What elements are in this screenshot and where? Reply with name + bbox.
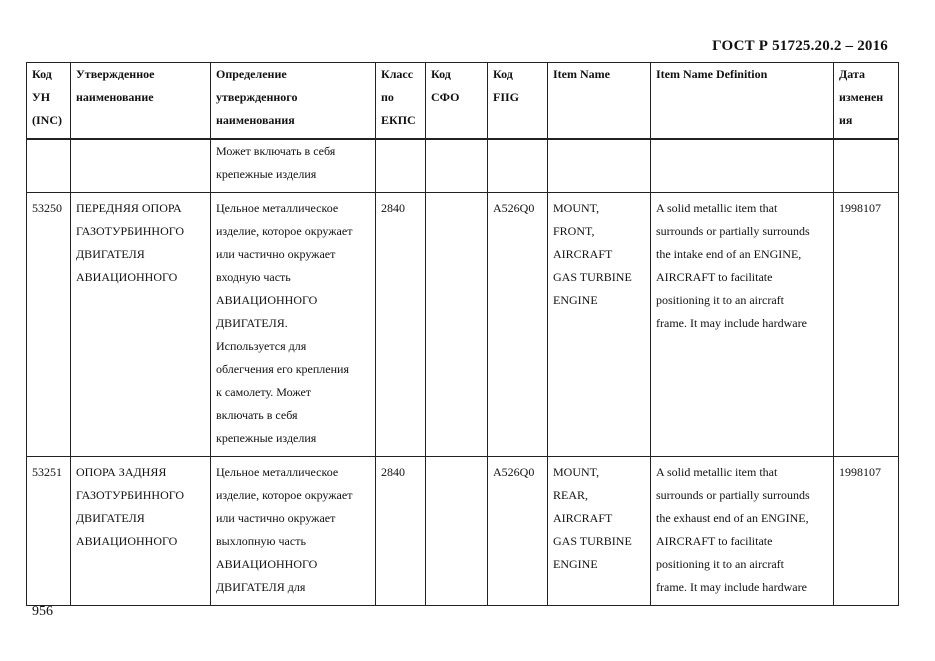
cell-item-name — [548, 193, 651, 457]
cell-line: 53250 — [32, 201, 62, 215]
column-header-line: FIIG — [493, 90, 520, 104]
cell-line: Цельное металлическое — [216, 201, 339, 215]
cell-line: A solid metallic item that — [656, 201, 778, 215]
cell-line: ПЕРЕДНЯЯ ОПОРА — [76, 201, 182, 215]
cell-line: frame. It may include hardware — [656, 580, 807, 594]
column-header-item-def — [651, 63, 834, 140]
cell-item-def — [651, 193, 834, 457]
cell-approved-name — [71, 139, 211, 193]
cell-inc — [27, 457, 71, 606]
cell-line: the intake end of an ENGINE, — [656, 247, 802, 261]
column-header-line: Код — [431, 67, 451, 81]
cell-item-def — [651, 139, 834, 193]
column-header-line: наименование — [76, 90, 154, 104]
cell-line: 1998107 — [839, 201, 881, 215]
cell-line: ENGINE — [553, 557, 598, 571]
cell-line: ОПОРА ЗАДНЯЯ — [76, 465, 167, 479]
cell-line: ДВИГАТЕЛЯ — [76, 247, 145, 261]
cell-line: positioning it to an aircraft — [656, 557, 784, 571]
column-header-line: ЕКПС — [381, 113, 416, 127]
cell-line: крепежные изделия — [216, 431, 317, 445]
cell-sfo — [426, 457, 488, 606]
cell-date — [834, 457, 899, 606]
cell-line: positioning it to an aircraft — [656, 293, 784, 307]
cell-line: REAR, — [553, 488, 589, 502]
cell-sfo — [426, 193, 488, 457]
cell-line: ГАЗОТУРБИННОГО — [76, 224, 185, 238]
cell-line: АВИАЦИОННОГО — [216, 293, 318, 307]
column-header-line: по — [381, 90, 394, 104]
cell-fiig — [488, 193, 548, 457]
cell-line: крепежные изделия — [216, 167, 317, 181]
cell-date — [834, 139, 899, 193]
cell-line: FRONT, — [553, 224, 595, 238]
cell-line: или частично окружает — [216, 511, 336, 525]
cell-definition-ru — [211, 193, 376, 457]
cell-line: A526Q0 — [493, 465, 535, 479]
cell-line: Используется для — [216, 339, 307, 353]
cell-line: АВИАЦИОННОГО — [76, 534, 178, 548]
cell-item-name — [548, 139, 651, 193]
cell-line: surrounds or partially surrounds — [656, 488, 810, 502]
column-header-line: Класс — [381, 67, 414, 81]
cell-approved-name — [71, 457, 211, 606]
cell-line: Цельное металлическое — [216, 465, 339, 479]
page-number: 956 — [32, 604, 53, 619]
cell-inc — [27, 139, 71, 193]
table-row — [27, 457, 899, 606]
cell-line: изделие, которое окружает — [216, 488, 353, 502]
column-header-fiig — [488, 63, 548, 140]
column-header-approved-name — [71, 63, 211, 140]
cell-line: облегчения его крепления — [216, 362, 349, 376]
cell-line: A solid metallic item that — [656, 465, 778, 479]
cell-line: входную часть — [216, 270, 291, 284]
column-header-definition-ru — [211, 63, 376, 140]
cell-line: ДВИГАТЕЛЯ. — [216, 316, 288, 330]
cell-approved-name — [71, 193, 211, 457]
cell-line: или частично окружает — [216, 247, 336, 261]
cell-line: 53251 — [32, 465, 62, 479]
column-header-item-name — [548, 63, 651, 140]
cell-line: ДВИГАТЕЛЯ — [76, 511, 145, 525]
column-header-ekps — [376, 63, 426, 140]
cell-line: AIRCRAFT — [553, 247, 613, 261]
column-header-sfo — [426, 63, 488, 140]
column-header-line: Item Name Definition — [656, 67, 768, 81]
column-header-line: Item Name — [553, 67, 610, 81]
cell-line: GAS TURBINE — [553, 270, 632, 284]
spec-table — [26, 62, 899, 606]
column-header-line: изменен — [839, 90, 884, 104]
cell-line: frame. It may include hardware — [656, 316, 807, 330]
cell-line: GAS TURBINE — [553, 534, 632, 548]
cell-line: ДВИГАТЕЛЯ для — [216, 580, 306, 594]
cell-line: Может включать в себя — [216, 144, 336, 158]
column-header-line: (INC) — [32, 113, 62, 127]
column-header-inc — [27, 63, 71, 140]
cell-line: к самолету. Может — [216, 385, 312, 399]
cell-line: включать в себя — [216, 408, 298, 422]
column-header-line: Дата — [839, 67, 865, 81]
cell-definition-ru — [211, 457, 376, 606]
cell-line: ENGINE — [553, 293, 598, 307]
cell-line: MOUNT, — [553, 201, 600, 215]
cell-line: AIRCRAFT — [553, 511, 613, 525]
table-header-row — [27, 63, 899, 140]
standard-code-header: ГОСТ Р 51725.20.2 – 2016 — [712, 38, 888, 54]
column-header-line: утвержденного — [216, 90, 298, 104]
cell-date — [834, 193, 899, 457]
column-header-line: наименования — [216, 113, 295, 127]
column-header-line: Код — [493, 67, 513, 81]
cell-ekps — [376, 139, 426, 193]
cell-line: 1998107 — [839, 465, 881, 479]
column-header-line: Определение — [216, 67, 287, 81]
column-header-line: Утвержденное — [76, 67, 155, 81]
cell-line: AIRCRAFT to facilitate — [656, 270, 773, 284]
cell-definition-ru — [211, 139, 376, 193]
cell-line: AIRCRAFT to facilitate — [656, 534, 773, 548]
cell-line: АВИАЦИОННОГО — [216, 557, 318, 571]
column-header-line: УН — [32, 90, 51, 104]
cell-inc — [27, 193, 71, 457]
column-header-line: Код — [32, 67, 52, 81]
cell-line: 2840 — [381, 465, 405, 479]
column-header-line: СФО — [431, 90, 460, 104]
cell-item-name — [548, 457, 651, 606]
cell-line: выхлопную часть — [216, 534, 306, 548]
cell-line: A526Q0 — [493, 201, 535, 215]
table-row — [27, 193, 899, 457]
column-header-line: ия — [839, 113, 853, 127]
cell-line: surrounds or partially surrounds — [656, 224, 810, 238]
cell-line: АВИАЦИОННОГО — [76, 270, 178, 284]
column-header-date — [834, 63, 899, 140]
cell-line: ГАЗОТУРБИННОГО — [76, 488, 185, 502]
cell-sfo — [426, 139, 488, 193]
cell-line: the exhaust end of an ENGINE, — [656, 511, 809, 525]
cell-ekps — [376, 457, 426, 606]
cell-line: MOUNT, — [553, 465, 600, 479]
cell-item-def — [651, 457, 834, 606]
table-body — [27, 139, 899, 606]
cell-fiig — [488, 139, 548, 193]
table-row — [27, 139, 899, 193]
cell-line: 2840 — [381, 201, 405, 215]
cell-ekps — [376, 193, 426, 457]
cell-fiig — [488, 457, 548, 606]
cell-line: изделие, которое окружает — [216, 224, 353, 238]
